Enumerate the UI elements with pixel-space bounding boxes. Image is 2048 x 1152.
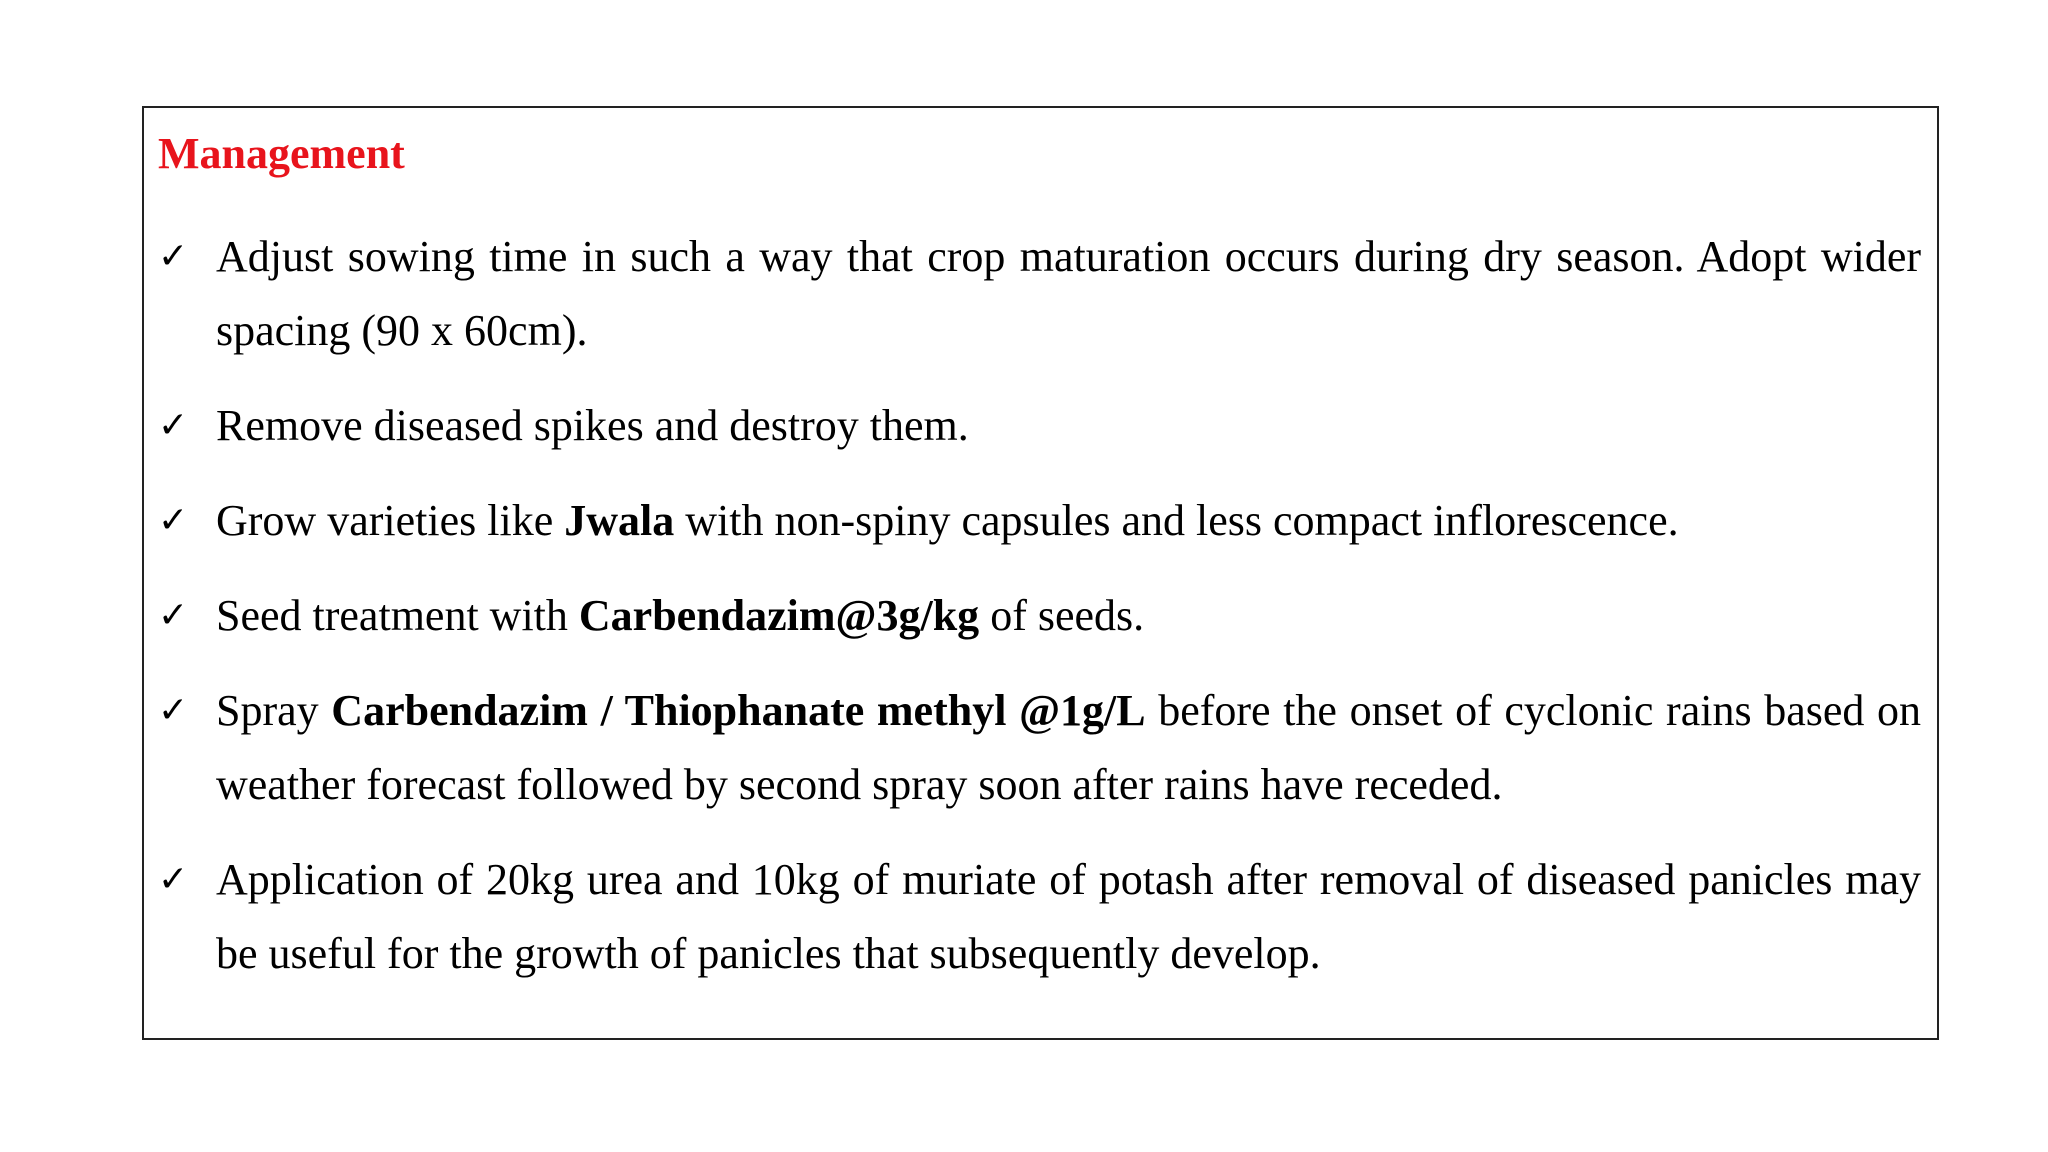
list-item [158,389,1921,463]
item-text: Application of 20kg urea and 10kg of muriate of potash after removal of diseased panicles may be useful for the growth of panicles that subsequently develop. [216,855,1921,978]
item-text-post: of seeds. [979,591,1145,640]
item-text-pre: Spray [216,686,332,735]
item-text-pre: Seed treatment with [216,591,579,640]
item-text-pre: Grow varieties like [216,496,565,545]
list-item [158,579,1921,653]
check-mark-icon: ✓ [158,500,189,541]
list-item [158,484,1921,558]
variety-name: Jwala [564,496,675,545]
item-text: Remove diseased spikes and destroy them. [216,401,969,450]
list-item [158,220,1921,368]
list-item [158,674,1921,822]
check-mark-icon: ✓ [158,405,189,446]
check-mark-icon: ✓ [158,690,189,731]
check-mark-icon: ✓ [158,595,189,636]
section-heading: Management [158,129,405,178]
item-text-post: with non-spiny capsules and less compact inflorescence. [674,496,1679,545]
management-box [142,106,1939,1040]
check-mark-icon: ✓ [158,236,189,277]
treatment-dose: Carbendazim@3g/kg [578,591,980,640]
management-list [158,220,1921,1012]
item-text: Adjust sowing time in such a way that crop maturation occurs during dry season. Adopt wider spacing (90 x 60cm). [216,232,1921,355]
spray-dose: Carbendazim / Thiophanate methyl @1g/L [331,686,1146,735]
list-item [158,843,1921,991]
item-text-post: before the onset of cyclonic rains based on weather forecast followed by second spray soon after rains have receded. [216,686,1922,809]
check-mark-icon: ✓ [158,859,189,900]
